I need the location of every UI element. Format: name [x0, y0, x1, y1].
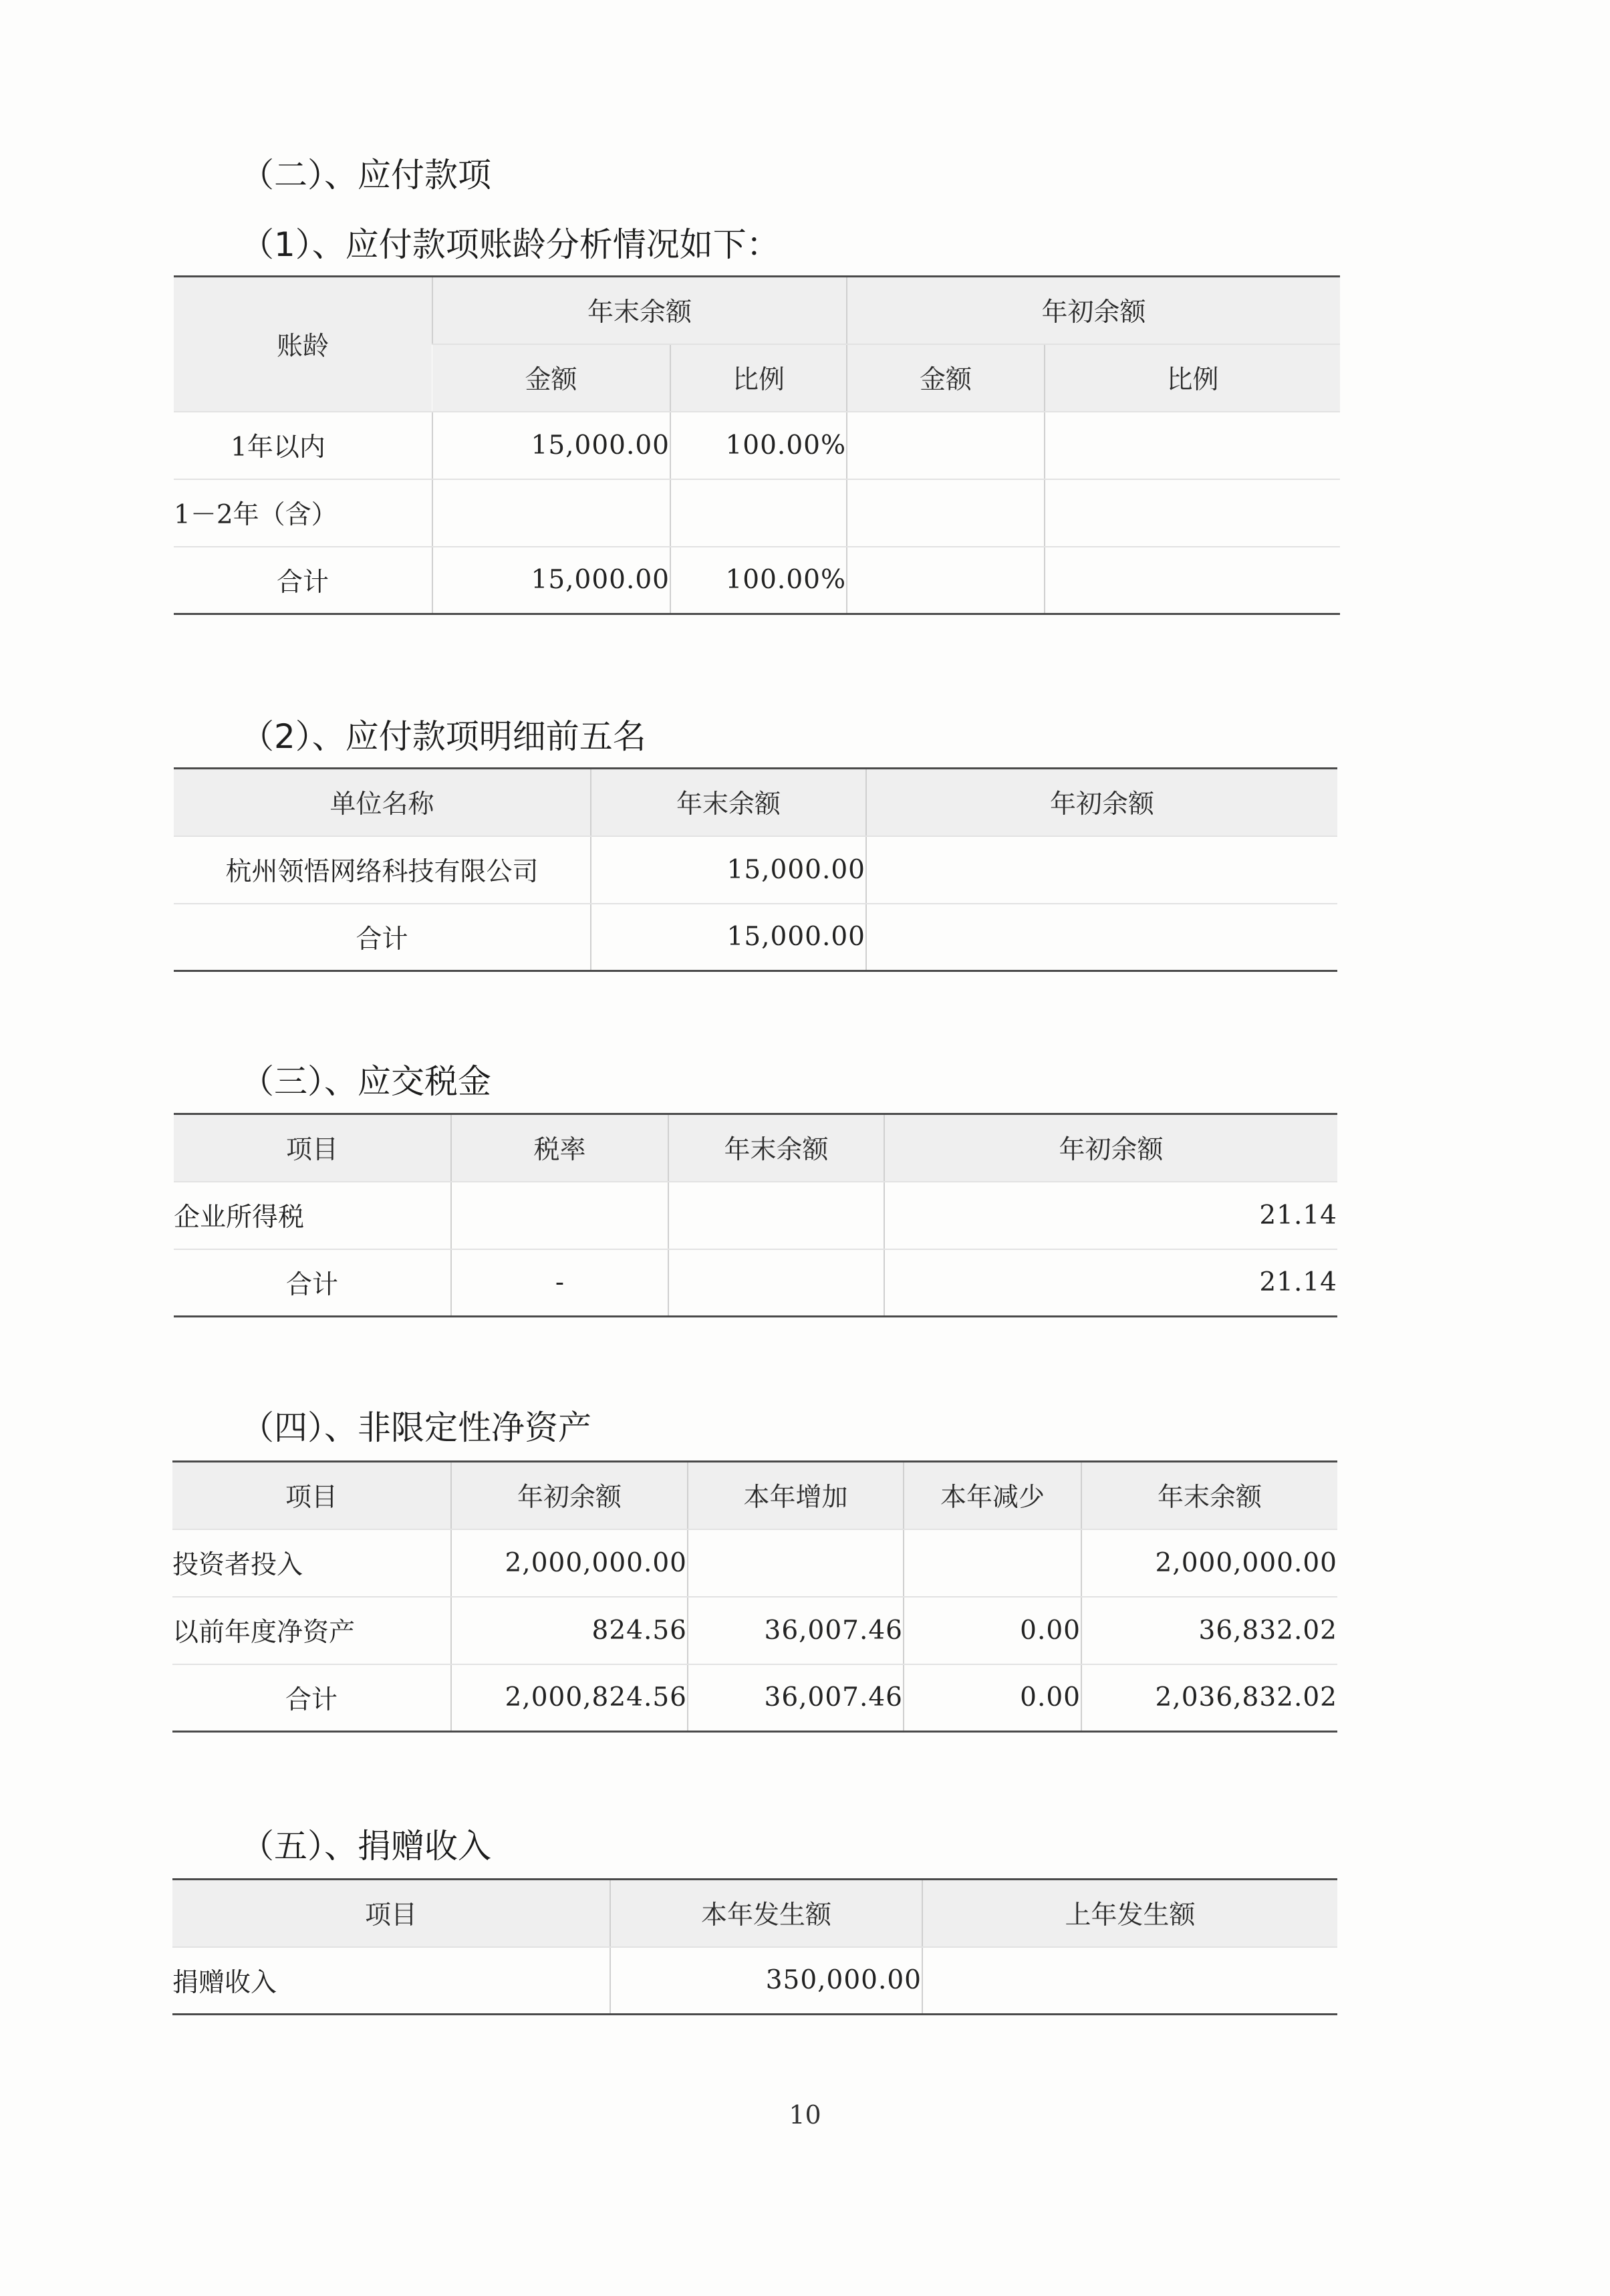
cell-begin-balance: 2,000,000.00	[451, 1529, 688, 1597]
header-item: 项目	[172, 1462, 451, 1529]
net-assets-table	[172, 1460, 1337, 1733]
page-number: 10	[789, 2100, 821, 2130]
cell-end-balance	[668, 1249, 884, 1317]
cell-ratio-begin	[1045, 479, 1340, 547]
cell-item: 企业所得税	[174, 1182, 451, 1249]
header-decrease: 本年减少	[904, 1462, 1081, 1529]
header-begin-balance: 年初余额	[866, 769, 1337, 836]
cell-ratio: 100.00%	[670, 412, 847, 479]
cell-ratio: 100.00%	[670, 547, 847, 614]
cell-tax-rate: -	[451, 1249, 668, 1317]
cell-item: 投资者投入	[172, 1529, 451, 1597]
subsection-title-top5: （2）、应付款项明细前五名	[241, 717, 646, 756]
cell-amount-begin	[847, 479, 1045, 547]
header-amount-end: 金额	[432, 344, 670, 412]
cell-begin-balance: 2,000,824.56	[451, 1664, 688, 1732]
header-end-balance: 年末余额	[668, 1114, 884, 1182]
cell-increase: 36,007.46	[688, 1597, 904, 1664]
cell-begin-balance	[866, 904, 1337, 971]
header-begin-balance: 年初余额	[847, 277, 1340, 344]
cell-ratio-begin	[1045, 412, 1340, 479]
row-label: 合计	[276, 567, 329, 598]
cell-amount-begin	[847, 547, 1045, 614]
cell-decrease: 0.00	[904, 1597, 1081, 1664]
cell-end-balance	[668, 1182, 884, 1249]
section-title-payables: （二）、应付款项	[241, 156, 491, 195]
cell-item: 合计	[285, 1269, 338, 1300]
table-row	[172, 1597, 1337, 1664]
cell-decrease	[904, 1529, 1081, 1597]
cell-amount-begin	[847, 412, 1045, 479]
cell-end-balance: 2,000,000.00	[1081, 1529, 1337, 1597]
section-title-net-assets: （四）、非限定性净资产	[241, 1408, 591, 1447]
table-row-total	[174, 1249, 1337, 1317]
header-ratio-end: 比例	[670, 344, 847, 412]
payables-top5-table	[174, 767, 1337, 972]
payables-aging-table	[174, 275, 1340, 615]
header-current-year: 本年发生额	[610, 1880, 922, 1947]
header-amount-begin: 金额	[847, 344, 1045, 412]
table-row	[174, 412, 1340, 479]
header-tax-rate: 税率	[451, 1114, 668, 1182]
table-row-total	[174, 904, 1337, 971]
cell-ratio	[670, 479, 847, 547]
table-row	[172, 1529, 1337, 1597]
cell-item: 以前年度净资产	[172, 1597, 451, 1664]
header-company-name: 单位名称	[174, 769, 591, 836]
cell-end-balance: 2,036,832.02	[1081, 1664, 1337, 1732]
header-increase: 本年增加	[688, 1462, 904, 1529]
header-end-balance: 年末余额	[591, 769, 866, 836]
cell-begin-balance: 21.14	[884, 1249, 1337, 1317]
cell-increase: 36,007.46	[688, 1664, 904, 1732]
subsection-title-aging: （1）、应付款项账龄分析情况如下：	[241, 225, 780, 264]
header-item: 项目	[174, 1114, 451, 1182]
cell-previous-year	[922, 1947, 1337, 2015]
header-begin-balance: 年初余额	[451, 1462, 688, 1529]
cell-company-name: 杭州领悟网络科技有限公司	[174, 836, 591, 904]
cell-amount: 15,000.00	[432, 412, 670, 479]
table-row-total	[174, 547, 1340, 614]
header-begin-balance: 年初余额	[884, 1114, 1337, 1182]
table-row	[174, 1182, 1337, 1249]
cell-ratio-begin	[1045, 547, 1340, 614]
header-end-balance: 年末余额	[1081, 1462, 1337, 1529]
cell-increase	[688, 1529, 904, 1597]
cell-company-name: 合计	[356, 924, 408, 954]
cell-current-year: 350,000.00	[610, 1947, 922, 2015]
header-end-balance: 年末余额	[432, 277, 847, 344]
cell-amount	[432, 479, 670, 547]
cell-amount: 15,000.00	[432, 547, 670, 614]
header-age: 账龄	[174, 277, 432, 412]
section-title-donations: （五）、捐赠收入	[241, 1827, 491, 1866]
cell-begin-balance	[866, 836, 1337, 904]
cell-item: 捐赠收入	[172, 1967, 277, 1998]
cell-end-balance: 15,000.00	[591, 836, 866, 904]
donations-table	[172, 1878, 1337, 2015]
table-row	[174, 479, 1340, 547]
cell-tax-rate	[451, 1182, 668, 1249]
cell-begin-balance: 824.56	[451, 1597, 688, 1664]
table-row	[174, 836, 1337, 904]
row-label: 1年以内	[174, 412, 432, 479]
cell-decrease: 0.00	[904, 1664, 1081, 1732]
row-label: 1－2年（含）	[174, 479, 432, 547]
cell-begin-balance: 21.14	[884, 1182, 1337, 1249]
header-ratio-begin: 比例	[1045, 344, 1340, 412]
header-item: 项目	[172, 1880, 610, 1947]
table-row-total	[172, 1664, 1337, 1732]
taxes-table	[174, 1113, 1337, 1317]
table-row	[172, 1947, 1337, 2015]
header-previous-year: 上年发生额	[922, 1880, 1337, 1947]
section-title-taxes: （三）、应交税金	[241, 1062, 491, 1101]
cell-end-balance: 15,000.00	[591, 904, 866, 971]
cell-end-balance: 36,832.02	[1081, 1597, 1337, 1664]
cell-item: 合计	[285, 1684, 338, 1715]
